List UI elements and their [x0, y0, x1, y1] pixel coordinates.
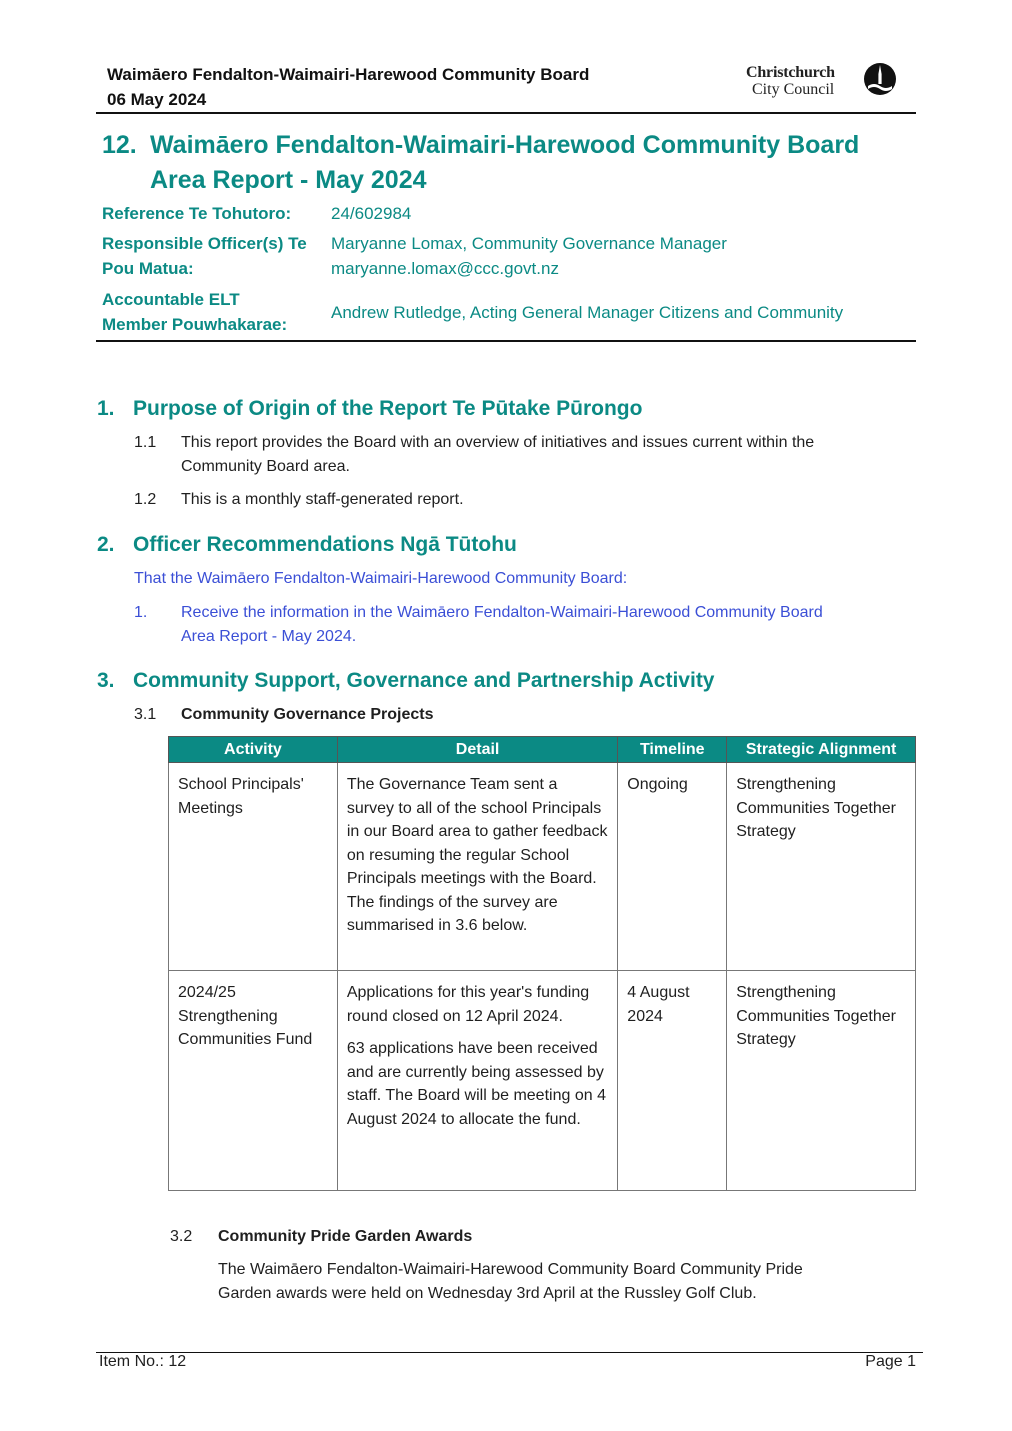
section1-number: 1.	[97, 397, 115, 420]
footer-rule	[96, 1352, 923, 1353]
title-line1: Waimāero Fendalton-Waimairi-Harewood Community Board	[150, 131, 860, 159]
col-header-timeline: Timeline	[618, 737, 727, 763]
col-header-activity: Activity	[169, 737, 338, 763]
footer-item-number: Item No.: 12	[99, 1353, 187, 1370]
cell-detail	[337, 971, 617, 1191]
sub-3-1-number: 3.1	[134, 706, 157, 723]
section2-heading	[97, 533, 517, 557]
elt-label-line1: Accountable ELT	[102, 290, 240, 309]
elt-label-line2: Member Pouwhakarae:	[102, 315, 288, 334]
officer-label-line1: Responsible Officer(s) Te	[102, 234, 307, 253]
header-block	[107, 62, 589, 112]
section1-heading	[97, 397, 642, 421]
para-1-1-line2: Community Board area.	[181, 458, 350, 475]
council-logo	[746, 62, 900, 102]
sub-3-2-title: Community Pride Garden Awards	[218, 1228, 473, 1245]
cell-activity: School Principals' Meetings	[169, 763, 338, 971]
section3-title: Community Support, Governance and Partnership Activity	[133, 669, 715, 692]
section2-title: Officer Recommendations Ngā Tūtohu	[133, 533, 517, 556]
officer-name: Maryanne Lomax, Community Governance Manager	[331, 234, 727, 253]
sub-3-2-line1: The Waimāero Fendalton-Waimairi-Harewood Community Board Community Pride	[218, 1261, 803, 1278]
sub-3-2-text	[218, 1258, 803, 1306]
page-title	[102, 128, 859, 198]
sub-3-2-number: 3.2	[170, 1228, 193, 1245]
recommendation-text	[181, 601, 823, 649]
recommendation-line2: Area Report - May 2024.	[181, 628, 357, 645]
meeting-date: 06 May 2024	[107, 90, 207, 109]
title-number: 12.	[102, 131, 137, 159]
para-1-1-number: 1.1	[134, 434, 157, 451]
cell-timeline: 4 August 2024	[618, 971, 727, 1191]
recommendation-intro: That the Waimāero Fendalton-Waimairi-Harewood Community Board:	[134, 570, 628, 587]
elt-label	[102, 287, 287, 337]
officer-value	[331, 231, 727, 281]
table-row	[169, 971, 916, 1191]
title-line2: Area Report - May 2024	[150, 166, 427, 194]
elt-value: Andrew Rutledge, Acting General Manager Citizens and Community	[331, 303, 844, 322]
para-1-2: This is a monthly staff-generated report.	[181, 491, 464, 508]
cell-detail-p2: 63 applications have been received and are currently being assessed by staff. The Board will be meeting on 4 August 2024 to allocate the fund.	[346, 1040, 606, 1128]
officer-label	[102, 231, 307, 281]
para-1-1	[181, 431, 814, 479]
recommendation-number: 1.	[134, 604, 148, 621]
cell-timeline: Ongoing	[618, 763, 727, 971]
sub-3-1-title: Community Governance Projects	[181, 706, 434, 723]
para-1-2-number: 1.2	[134, 491, 157, 508]
table-header-row	[169, 737, 916, 763]
logo-line2: City Council	[752, 81, 835, 98]
header-rule	[96, 112, 916, 114]
meta-rule	[96, 340, 916, 342]
logo-line1: Christchurch	[746, 64, 835, 81]
officer-label-line2: Pou Matua:	[102, 259, 194, 278]
col-header-alignment: Strategic Alignment	[727, 737, 916, 763]
para-1-1-line1: This report provides the Board with an overview of initiatives and issues current within the	[181, 434, 815, 451]
sub-3-2-line2: Garden awards were held on Wednesday 3rd April at the Russley Golf Club.	[218, 1285, 757, 1302]
cell-detail	[337, 763, 617, 971]
reference-value: 24/602984	[331, 204, 412, 223]
cell-detail-p1: Applications for this year's funding round closed on 12 April 2024.	[346, 984, 590, 1025]
cell-detail-p1: The Governance Team sent a survey to all of the school Principals in our Board area to gather feedback on resuming the regular School Principals meetings with the Board. The findings of the survey are summarised in 3.6 below.	[346, 776, 608, 934]
officer-email[interactable]: maryanne.lomax@ccc.govt.nz	[331, 259, 559, 278]
col-header-detail: Detail	[337, 737, 617, 763]
cell-alignment: Strengthening Communities Together Strategy	[727, 763, 916, 971]
section3-number: 3.	[97, 669, 115, 692]
governance-projects-table	[168, 736, 916, 1191]
section1-title: Purpose of Origin of the Report Te Pūtake Pūrongo	[133, 397, 643, 420]
section3-heading	[97, 669, 715, 693]
board-name: Waimāero Fendalton-Waimairi-Harewood Community Board	[107, 65, 590, 84]
reference-label: Reference Te Tohutoro:	[102, 204, 292, 223]
section2-number: 2.	[97, 533, 115, 556]
table-row	[169, 763, 916, 971]
footer-page-number: Page 1	[865, 1353, 916, 1370]
cell-activity: 2024/25 Strengthening Communities Fund	[169, 971, 338, 1191]
cell-alignment: Strengthening Communities Together Strategy	[727, 971, 916, 1191]
recommendation-line1: Receive the information in the Waimāero Fendalton-Waimairi-Harewood Community Board	[181, 604, 823, 621]
ccc-cathedral-logo-icon	[862, 62, 898, 98]
